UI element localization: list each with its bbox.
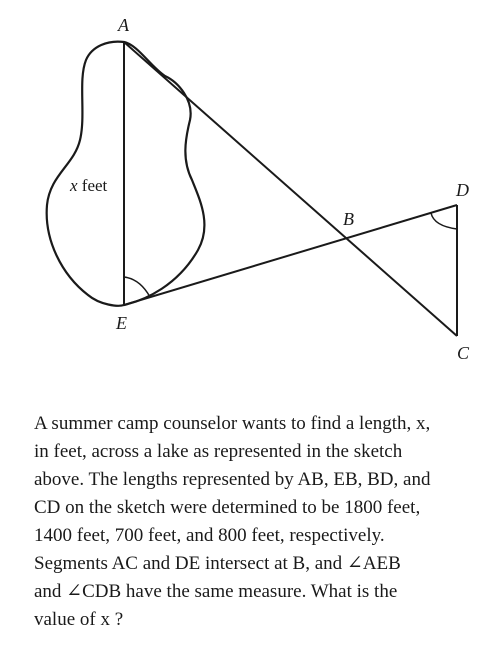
length-unit: feet xyxy=(81,176,108,195)
point-label-d: D xyxy=(456,180,469,200)
point-label-c: C xyxy=(457,343,470,363)
point-label-a: A xyxy=(118,15,129,35)
angle-mark-cdb xyxy=(431,213,457,229)
length-variable: x xyxy=(70,176,78,195)
segment-ac xyxy=(124,42,457,336)
point-label-b: B xyxy=(343,209,354,229)
problem-text: A summer camp counselor wants to find a length, x, in feet, across a lake as represented in the sketch above. The lengths represented by AB, EB, BD, and CD on the sketch were determined to be 1800 feet, 1400 feet, 700 feet, and 800 feet, respectively. Segments AC and DE intersect at B, and ∠AEB and ∠CDB have the same measure. What is the value of x ? xyxy=(34,413,431,630)
point-label-e: E xyxy=(116,313,127,333)
lake-outline xyxy=(47,42,205,306)
angle-mark-aeb xyxy=(124,277,150,297)
length-label xyxy=(69,176,108,195)
segment-ed xyxy=(124,205,457,305)
